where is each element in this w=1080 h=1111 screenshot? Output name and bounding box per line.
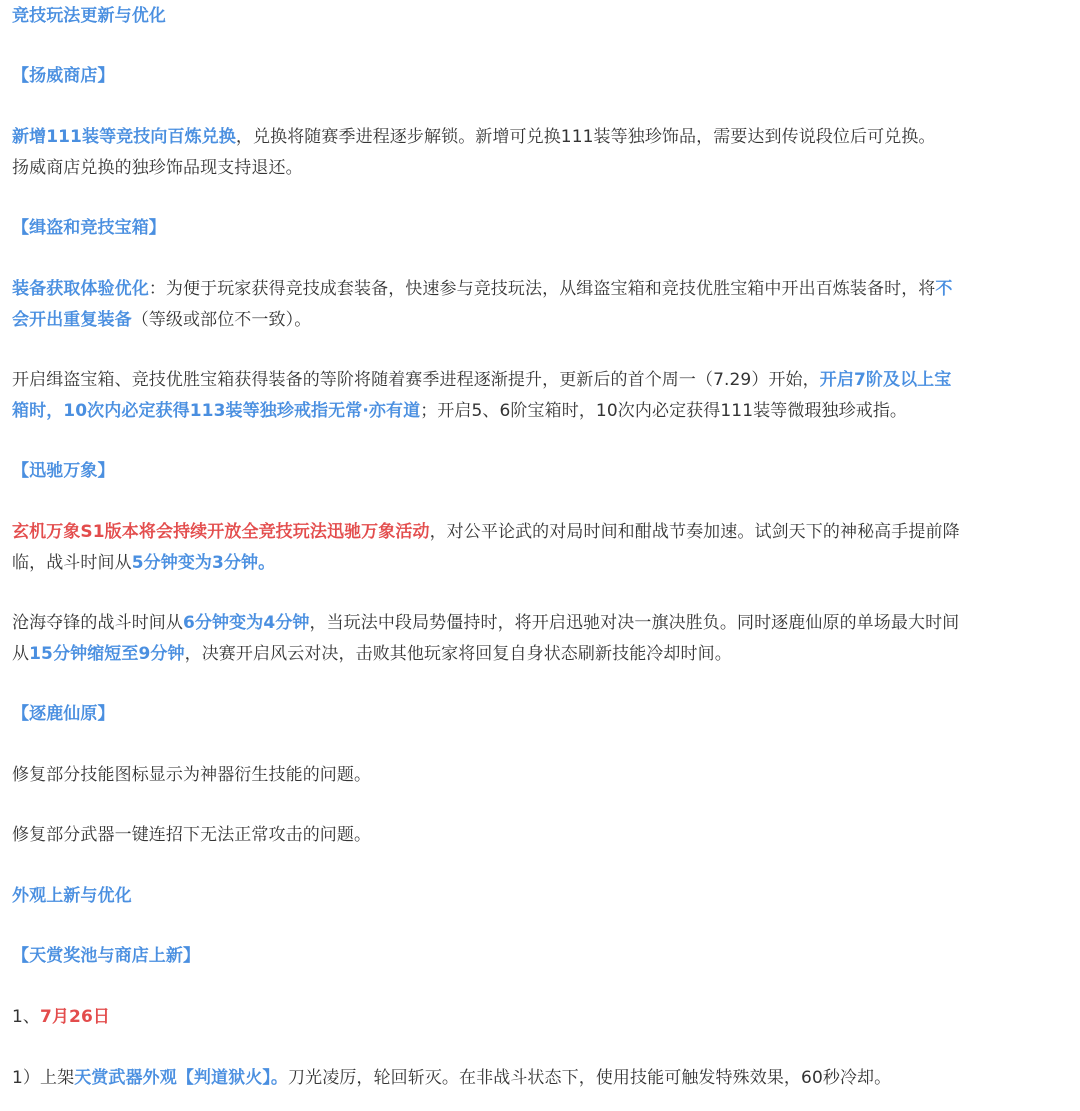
paragraph-canghai-line2 bbox=[12, 639, 1076, 669]
highlight-6to4min: 6分钟变为4分钟 bbox=[183, 613, 310, 633]
paragraph-equip-line1 bbox=[12, 274, 1076, 304]
text-run: ，决赛开启风云对决，击败其他玩家将回复自身状态刷新技能冷却时间。 bbox=[184, 644, 732, 664]
text-run: ，对公平论武的对局时间和酣战节奏加速。试剑天下的神秘高手提前降 bbox=[429, 522, 960, 542]
heading-jidao-chest: 【缉盗和竞技宝箱】 bbox=[12, 218, 166, 238]
highlight-tier7: 开启7阶及以上宝 bbox=[819, 370, 952, 390]
section-title-appearance: 外观上新与优化 bbox=[12, 886, 132, 906]
paragraph-canghai-line1 bbox=[12, 608, 1076, 638]
highlight-15to9min: 15分钟缩短至9分钟 bbox=[29, 644, 185, 664]
heading-zhulu: 【逐鹿仙原】 bbox=[12, 704, 115, 724]
paragraph-chest-tier-line2 bbox=[12, 396, 1076, 426]
paragraph-equip-line2 bbox=[12, 305, 1076, 335]
section-title-competitive: 竞技玩法更新与优化 bbox=[12, 6, 166, 26]
text-run: 从 bbox=[12, 644, 30, 664]
highlight-weapon-skin: 天赏武器外观【判道狱火】。 bbox=[74, 1068, 289, 1088]
paragraph-weapon-skin bbox=[12, 1063, 1076, 1093]
paragraph-xunchi-line2 bbox=[12, 548, 1076, 578]
text-run: 沧海夺锋的战斗时间从 bbox=[12, 613, 183, 633]
highlight-s1-event: 玄机万象S1版本将会持续开放全竞技玩法迅驰万象活动 bbox=[12, 522, 430, 542]
text-run: ：为便于玩家获得竞技成套装备，快速参与竞技玩法，从缉盗宝箱和竞技优胜宝箱中开出百炼装备时，将 bbox=[148, 279, 936, 299]
highlight-no-dup-cont: 会开出重复装备 bbox=[12, 310, 132, 330]
highlight-new-exchange: 新增111装等竞技向百炼兑换 bbox=[12, 127, 236, 147]
paragraph-fix-icon: 修复部分技能图标显示为神器衍生技能的问题。 bbox=[12, 765, 372, 785]
paragraph-chest-tier-line1 bbox=[12, 365, 1076, 395]
paragraph-fix-combo: 修复部分武器一键连招下无法正常攻击的问题。 bbox=[12, 825, 372, 845]
text-run: （等级或部位不一致）。 bbox=[131, 310, 312, 330]
text-run: ；开启5、6阶宝箱时，10次内必定获得111装等微瑕独珍戒指。 bbox=[420, 401, 908, 421]
heading-yangwei-shop: 【扬威商店】 bbox=[12, 66, 115, 86]
paragraph-yangwei-line2: 扬威商店兑换的独珍饰品现支持退还。 bbox=[12, 158, 303, 178]
text-run: 1）上架 bbox=[12, 1068, 75, 1088]
list-item-date bbox=[12, 1002, 1076, 1032]
text-run: 。 bbox=[258, 553, 276, 573]
highlight-equip-optimization: 装备获取体验优化 bbox=[12, 279, 149, 299]
text-run: 临，战斗时间从 bbox=[12, 553, 132, 573]
heading-tianshang: 【天赏奖池与商店上新】 bbox=[12, 946, 201, 966]
text-run: 刀光凌厉，轮回斩灭。在非战斗状态下，使用技能可触发特殊效果，60秒冷却。 bbox=[288, 1068, 892, 1088]
text-run: ，当玩法中段局势僵持时，将开启迅驰对决一旗决胜负。同时逐鹿仙原的单场最大时间 bbox=[309, 613, 960, 633]
highlight-5to3min: 5分钟变为3分钟 bbox=[131, 553, 259, 573]
text-run: ，兑换将随赛季进程逐步解锁。新增可兑换111装等独珍饰品，需要达到传说段位后可兑换。 bbox=[235, 127, 936, 147]
list-number: 1、 bbox=[12, 1007, 41, 1027]
paragraph-xunchi-line1 bbox=[12, 517, 1076, 547]
highlight-date: 7月26日 bbox=[40, 1007, 111, 1027]
text-run: 开启缉盗宝箱、竞技优胜宝箱获得装备的等阶将随着赛季进程逐渐提升，更新后的首个周一（7.29）开始， bbox=[12, 370, 820, 390]
paragraph-yangwei-line1 bbox=[12, 122, 1076, 152]
highlight-ring-guarantee: 箱时，10次内必定获得113装等独珍戒指无常·亦有道 bbox=[12, 401, 421, 421]
heading-xunchi: 【迅驰万象】 bbox=[12, 461, 115, 481]
highlight-no-dup: 不 bbox=[935, 279, 953, 299]
